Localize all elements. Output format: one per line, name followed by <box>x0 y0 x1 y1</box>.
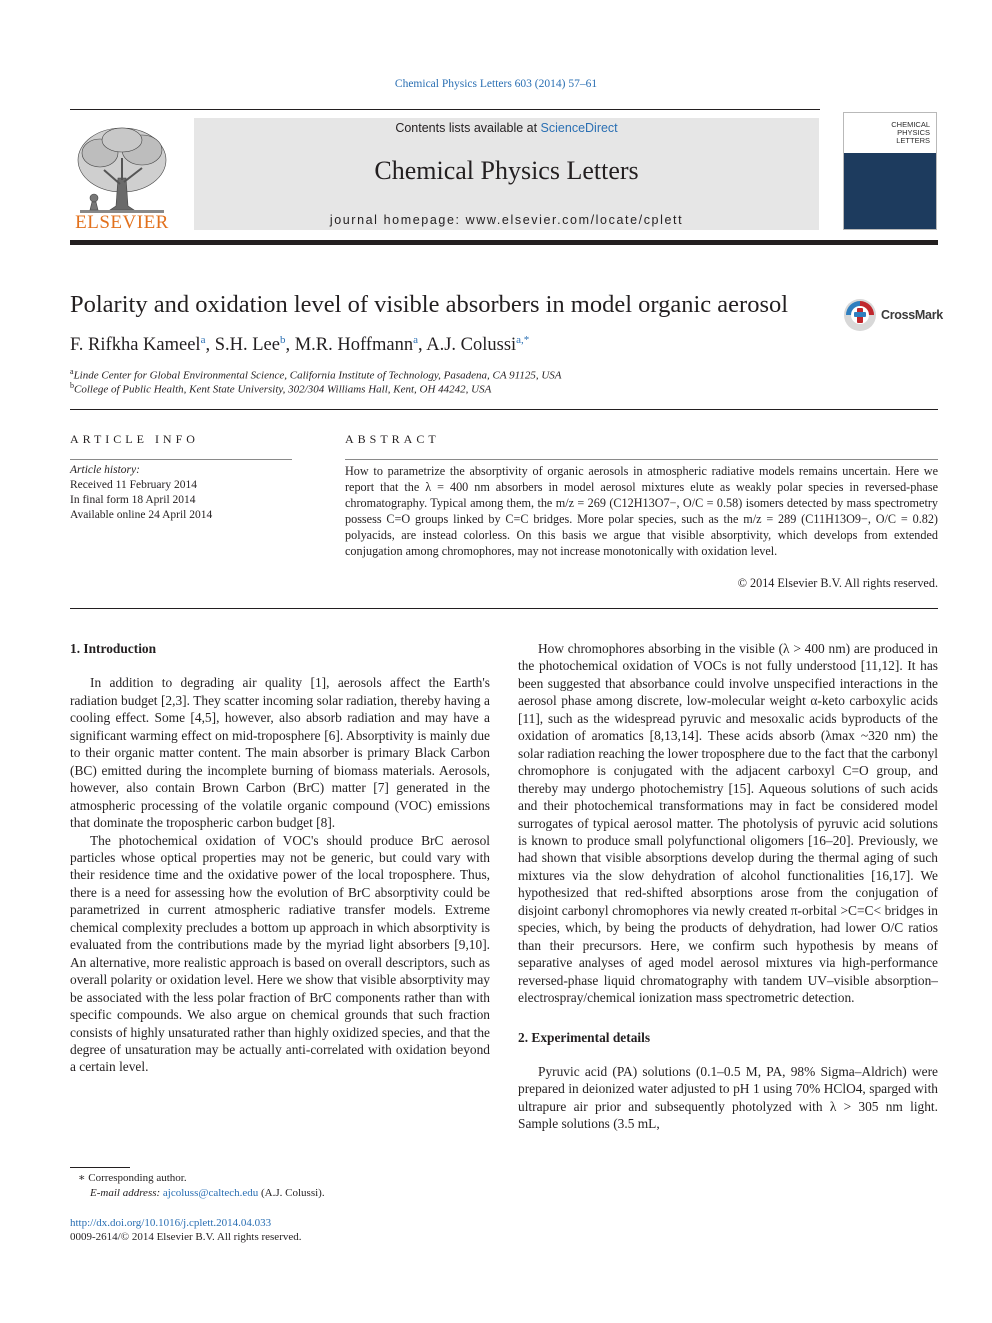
affiliation-label: a <box>70 367 74 376</box>
affiliation <box>70 381 491 396</box>
author-name[interactable]: S.H. Lee <box>214 335 280 356</box>
paragraph: The photochemical oxidation of VOC's should produce BrC aerosol particles whose optical properties may not be generic, but could vary with their residence time and the oxidative power of the local troposphere. Thus, there is a need for assessing how the evolution of BrC absorptivity could be parametrized in current atmospheric radiative transfer models. Extreme chemical complexity precludes a bottom up approach in which absorptivity is evaluated from the contributions made by the myriad light absorbers [9,10]. An alternative, more realistic approach is based on overall descriptors, such as overall polarity or oxidation level. Here we show that visible absorptivity may be associated with the less polar fraction of BrC components rather than with specific compounds. We also argue on chemical grounds that such fraction consists of highly unsaturated rather than highly oxidized species, and that the degree of unsaturation may be actually anti-correlated with oxidation beyond a certain level. <box>70 832 490 1075</box>
cover-title-line: PHYSICS <box>897 128 930 137</box>
sciencedirect-link[interactable]: ScienceDirect <box>540 121 618 135</box>
affiliation-text: Linde Center for Global Environmental Science, California Institute of Technology, Pasadena, CA 91125, USA <box>73 369 562 382</box>
paragraph: Pyruvic acid (PA) solutions (0.1–0.5 M, PA, 98% Sigma–Aldrich) were prepared in deionized water adjusted to pH 1 using 70% HClO4, sparged with ultrapure air prior and subsequently photolyzed with λ > 305 nm light. Sample solutions (3.5 mL, <box>518 1063 938 1132</box>
affiliation-marker[interactable]: a,* <box>516 334 530 346</box>
history-label: Article history: <box>70 464 140 476</box>
crossmark-label[interactable]: CrossMark <box>881 308 943 322</box>
contents-prefix: Contents lists available at <box>395 121 541 135</box>
online-date: Available online 24 April 2014 <box>70 509 213 521</box>
contents-line <box>194 121 819 135</box>
issn-copyright: 0009-2614/© 2014 Elsevier B.V. All rights reserved. <box>70 1231 302 1243</box>
abstract-copyright: © 2014 Elsevier B.V. All rights reserved. <box>737 576 938 590</box>
email-link[interactable]: ajcoluss@caltech.edu <box>162 1187 259 1199</box>
article-history <box>70 463 300 523</box>
email-suffix: (A.J. Colussi). <box>258 1187 325 1199</box>
header-rule <box>70 109 820 110</box>
paragraph: In addition to degrading air quality [1], aerosols affect the Earth's radiation budget [2,3]. They scatter incoming solar radiation, thereby having a cooling effect. Some [4,5], however, also absorb radiation and may have a significant warming effect on mid-troposphere [6]. Absorptivity is mainly due to their organic matter content. The main absorber is primary Black Carbon (BC) emitted during the incomplete burning of biomass materials. Aerosols, however, also contain Brown Carbon (BrC) matter [7] generated in the atmospheric processing of the volatile organic compound (VOC) emissions that dominate the tropospheric carbon budget [8]. <box>70 675 490 831</box>
author-list: F. Rifkha Kameel$^a$, S.H. Lee$^b$, M.R. Hoffmann$^a$, A.J. Colussi$^{a,*}$ <box>70 334 530 356</box>
paper-title: Polarity and oxidation level of visible absorbers in model organic aerosol <box>70 291 789 318</box>
affiliation-label: b <box>70 381 74 390</box>
received-date: Received 11 February 2014 <box>70 479 197 491</box>
journal-cover-thumbnail[interactable] <box>843 112 937 230</box>
affiliation-marker[interactable]: a <box>200 334 206 346</box>
section-divider <box>70 608 938 609</box>
crossmark-icon[interactable] <box>843 298 877 332</box>
paragraph: How chromophores absorbing in the visible (λ > 400 nm) are produced in the photochemical oxidation of VOCs is not fully understood [11,12]. It has been suggested that absorbance could involve unspecified interactions in the aerosol phase among discrete, low-molecular weight α-keto carboxylic acids [11], such as the widespread pyruvic and mesoxalic acids byproducts of the oxidation of aromatics [8,13,14]. These acids absorb (λmax ~320 nm) the solar radiation reaching the lower troposphere due to the fact that the carbonyl chromophore is conjugated with the adjacent carboxyl C=O group, and thereby may undergo photochemistry [15]. Aqueous solutions of such acids and their photochemical transformations may in fact be considered model surrogates of typical aerosol matter. The photolysis of pyruvic acid solutions is known to produce small polyfunctional oligomers [16–20]. Previously, we had shown that visible absorptions develop during the thermal aging of such mixtures via the slow dehydration of alcohol functionalities [16,17]. We hypothesized that red-shifted absorptions arose from the conjugation of disjoint carbonyl chromophores via newly created π-orbital >C=C< bridges in species, which, by being the products of dehydration, had lower O/C ratios than their precursors. Here, we confirm such hypothesis by means of separative analyses of aged model aerosol mixtures via high-performance reversed-phase liquid chromatography with tandem UV–visible absorption–electrospray/chemical ionization mass spectrometric detection. <box>518 641 938 1006</box>
journal-title: Chemical Physics Letters <box>374 156 639 185</box>
journal-reference-link[interactable]: Chemical Physics Letters 603 (2014) 57–61 <box>394 78 598 90</box>
cover-title-line: CHEMICAL <box>891 120 930 129</box>
author-name[interactable]: A.J. Colussi <box>426 335 517 356</box>
abstract-heading: ABSTRACT <box>345 432 440 446</box>
body-column-left <box>70 640 490 1076</box>
affiliation-marker[interactable]: b <box>279 334 286 346</box>
corresponding-author-note: ∗ Corresponding author. <box>78 1172 187 1184</box>
homepage-prefix: journal homepage: <box>329 213 466 227</box>
doi-link[interactable]: http://dx.doi.org/10.1016/j.cplett.2014.04.033 <box>70 1217 272 1229</box>
author-name[interactable]: F. Rifkha Kameel <box>70 335 201 356</box>
article-info-heading: ARTICLE INFO <box>70 432 199 446</box>
body-column-right <box>518 640 938 1133</box>
cover-title-line: LETTERS <box>896 136 930 145</box>
header-thick-rule <box>70 240 938 245</box>
section-heading-experimental: 2. Experimental details <box>518 1029 651 1045</box>
footnote-rule <box>70 1167 130 1168</box>
email-note <box>90 1187 325 1199</box>
journal-homepage <box>194 213 819 227</box>
article-info-rule <box>70 459 292 460</box>
affiliation-marker[interactable]: a <box>413 334 418 346</box>
elsevier-wordmark: ELSEVIER <box>75 212 169 233</box>
abstract-text: How to parametrize the absorptivity of organic aerosols in atmospheric radiative models remains uncertain. Here we report that the λ = 400 nm absorbers in model aerosol mixtures elute as weakly polar species in reversed-phase chromatography. Typical among them, the m/z = 269 (C12H13O7−, O/C = 0.58) isomers detected by mass spectrometry possess C=O groups linked by C=C bridges. More polar species, such as the m/z = 289 (C11H13O9−, O/C = 0.82) polyacids, are instead colorless. On this basis we argue that visible absorptivity, which develops from extended conjugation among chromophores, may not increase monotonically with oxidation level. <box>345 464 938 558</box>
cover-band <box>844 153 936 229</box>
author-name[interactable]: M.R. Hoffmann <box>294 335 414 356</box>
cover-title <box>891 121 930 145</box>
affiliation <box>70 367 562 382</box>
homepage-url-link[interactable]: www.elsevier.com/locate/cplett <box>465 213 684 227</box>
email-label: E-mail address: <box>90 1187 163 1199</box>
abstract-rule <box>345 459 938 460</box>
affiliation-text: College of Public Health, Kent State University, 302/304 Williams Hall, Kent, OH 44242, USA <box>74 383 492 396</box>
section-divider <box>70 409 938 410</box>
revised-date: In final form 18 April 2014 <box>70 494 196 506</box>
section-heading-introduction: 1. Introduction <box>70 641 157 656</box>
